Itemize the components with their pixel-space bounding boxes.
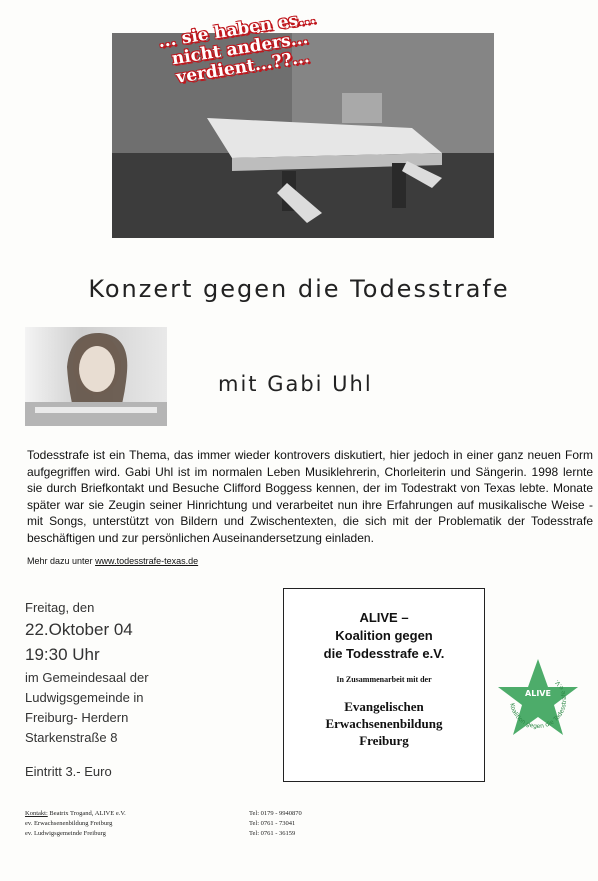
organizer-name: ALIVE – Koalition gegen die Todesstrafe e.V. xyxy=(323,610,445,661)
event-date: 22.Oktober 04 xyxy=(25,620,133,639)
phone-line-1: Tel: 0179 - 9940870 xyxy=(249,810,302,817)
logo-ring-text: Koalition gegen die Todesstrafe e.V. xyxy=(508,678,569,731)
website-link[interactable]: www.todesstrafe-texas.de xyxy=(95,556,199,566)
event-day: Freitag, den xyxy=(25,600,95,615)
concert-title: Konzert gegen die Todesstrafe xyxy=(88,275,510,303)
contact-line-1: Kontakt: Beatrix Trogand, ALIVE e.V. xyxy=(25,810,126,817)
phone-line-3: Tel: 0761 - 36159 xyxy=(249,830,296,837)
organizer-box xyxy=(283,588,485,782)
venue-line: Starkenstraße 8 xyxy=(25,730,118,745)
description-paragraph: Todesstrafe ist ein Thema, das immer wieder kontrovers diskutiert, hier jedoch in einer ganz neuen Form aufgegriffen wird. Gabi Uhl ist im normalen Leben Musiklehrerin, Chorleiterin und Sängerin. 1998 lernte sie durch Briefkontakt und Besuche Clifford Boggess kennen, der im Todestrakt von Texas lebte. Monate später war sie Zeugin seiner Hinrichtung und verarbeitet nun ihre Erfahrungen auf musikalische Weise - mit Songs, unterstützt von Bildern und Zwischentexten, die sich mit der Problematik der Todesstrafe beschäftigen und zur persönlichen Auseinandersetzung einladen. xyxy=(27,448,593,545)
performer-name: mit Gabi Uhl xyxy=(218,372,373,396)
entry-fee: Eintritt 3.- Euro xyxy=(25,764,112,779)
phone-block xyxy=(249,809,302,839)
hero-caption: ... sie haben es... nicht anders... verdient...??... xyxy=(156,7,318,88)
hero-photo xyxy=(112,7,494,238)
more-info-prefix: Mehr dazu unter xyxy=(27,556,93,566)
contact-line-3: ev. Ludwigsgemeinde Freiburg xyxy=(25,830,106,837)
partner-name: Evangelischen Erwachsenenbildung Freiburg xyxy=(325,699,443,748)
performer-portrait xyxy=(25,327,167,426)
venue-line: im Gemeindesaal der xyxy=(25,670,149,685)
venue-line: Ludwigsgemeinde in xyxy=(25,690,144,705)
venue-line: Freiburg- Herdern xyxy=(25,710,129,725)
contact-block xyxy=(25,809,126,839)
more-info-line xyxy=(27,556,198,566)
phone-line-2: Tel: 0761 - 73041 xyxy=(249,820,296,827)
alive-star-logo xyxy=(490,655,585,745)
contact-line-2: ev. Erwachsenenbildung Freiburg xyxy=(25,820,113,827)
logo-star-text: ALIVE xyxy=(525,689,551,698)
event-time: 19:30 Uhr xyxy=(25,645,100,664)
contact-label: Kontakt: xyxy=(25,810,48,817)
cooperation-note: In Zusammenarbeit mit der xyxy=(336,675,432,684)
